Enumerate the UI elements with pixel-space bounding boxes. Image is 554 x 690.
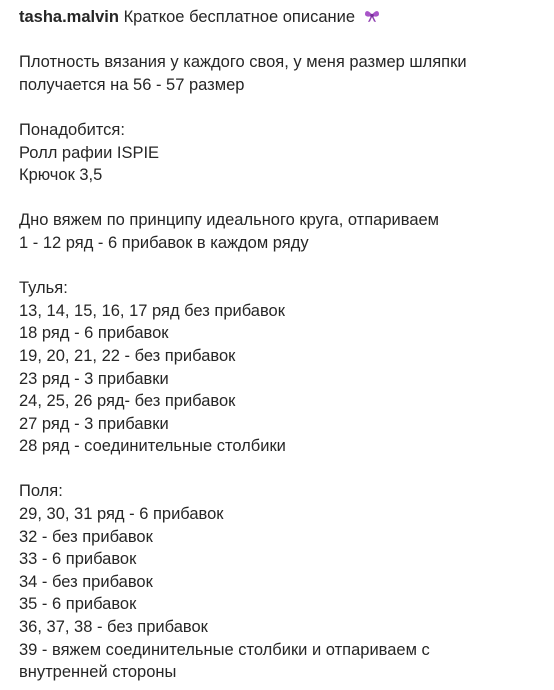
crown-row: 18 ряд - 6 прибавок [19, 324, 169, 343]
blank-line [19, 96, 554, 119]
caption-header [19, 6, 554, 29]
bottom-line-2: 1 - 12 ряд - 6 прибавок в каждом ряду [19, 233, 309, 252]
blank-line [19, 29, 554, 52]
caption-intro: Краткое бесплатное описание [123, 8, 355, 26]
crown-row: 13, 14, 15, 16, 17 ряд без прибавок [19, 301, 285, 320]
brim-row: 36, 37, 38 - без прибавок [19, 618, 208, 637]
brim-row: 35 - 6 прибавок [19, 595, 137, 614]
blank-line [19, 255, 554, 278]
crown-row: 24, 25, 26 ряд- без прибавок [19, 392, 236, 411]
brim-row: 39 - вяжем соединительные столбики и отпариваем с [19, 640, 430, 659]
materials-item-raffia: Ролл рафии ISPIE [19, 143, 160, 162]
blank-line [19, 187, 554, 210]
blank-line [19, 458, 554, 481]
materials-item-hook: Крючок 3,5 [19, 166, 103, 185]
density-line-2: получается на 56 - 57 размер [19, 75, 245, 94]
crown-row: 28 ряд - соединительные столбики [19, 437, 286, 456]
ribbon-bow-icon [364, 9, 380, 23]
crown-row: 19, 20, 21, 22 - без прибавок [19, 346, 236, 365]
crown-row: 23 ряд - 3 прибавки [19, 369, 169, 388]
materials-heading: Понадобится: [19, 120, 125, 139]
brim-row: 33 - 6 прибавок [19, 550, 137, 569]
brim-row: 34 - без прибавок [19, 572, 153, 591]
bottom-line-1: Дно вяжем по принципу идеального круга, отпариваем [19, 211, 440, 230]
brim-heading: Поля: [19, 482, 63, 501]
crown-heading: Тулья: [19, 279, 68, 298]
brim-row: 29, 30, 31 ряд - 6 прибавок [19, 505, 224, 524]
brim-row: внутренней стороны [19, 663, 177, 682]
brim-row: 32 - без прибавок [19, 527, 153, 546]
density-line-1: Плотность вязания у каждого своя, у меня размер шляпки [19, 53, 467, 72]
username-link[interactable]: tasha.malvin [19, 8, 119, 26]
crown-row: 27 ряд - 3 прибавки [19, 414, 169, 433]
